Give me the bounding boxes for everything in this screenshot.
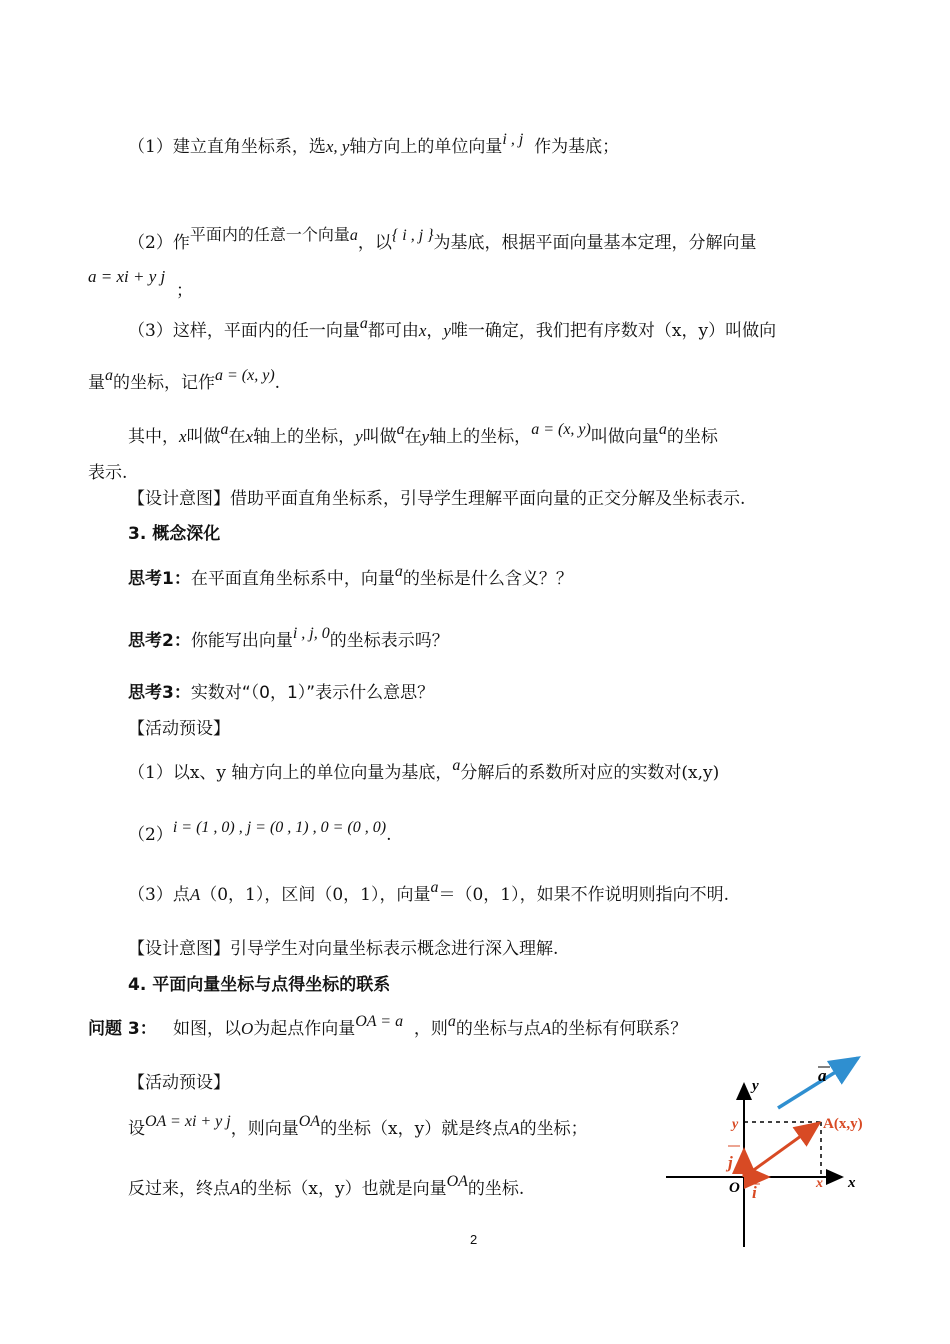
axis-y-label: y <box>752 1078 759 1094</box>
vector-oa <box>744 1123 819 1177</box>
think-1: 思考1：在平面直角坐标系中，向量a的坐标是什么含义？？ <box>128 563 573 589</box>
activity-preset-2: 【活动预设】 <box>128 1073 230 1093</box>
set-text: 设OA = xi + y j，则向量OA的坐标（x，y）就是终点A的坐标； <box>128 1113 588 1139</box>
section-3-heading: 3. 概念深化 <box>128 524 221 544</box>
tick-x-label: x <box>816 1176 823 1191</box>
unit-j-label: j <box>728 1153 733 1172</box>
explanation-text: 其中，x叫做a在x轴上的坐标，y叫做a在y轴上的坐标，a = (x, y)叫做向量a的坐标 <box>128 421 718 447</box>
activity-preset-1: 【活动预设】 <box>128 719 230 739</box>
design-intent-1: 【设计意图】借助平面直角坐标系，引导学生理解平面向量的正交分解及坐标表示. <box>128 489 746 509</box>
coordinate-figure <box>662 1050 882 1250</box>
step-2-equation: a = xi + y j <box>88 267 166 286</box>
answer-2: （2）i = (1 , 0) , j = (0 , 1) , 0 = (0 , 0). <box>128 819 392 845</box>
section-4-heading: 4. 平面向量坐标与点得坐标的联系 <box>128 975 391 995</box>
step-1-text: （1）建立直角坐标系，选x, y轴方向上的单位向量i , j 作为基底； <box>128 131 620 157</box>
tick-y-label: y <box>732 1117 739 1132</box>
axis-x-label: x <box>848 1175 856 1191</box>
think-3: 思考3：实数对“（0，1）”表示什么意思？ <box>128 683 435 703</box>
point-a-label: A(x,y) <box>823 1116 863 1132</box>
unit-i-label: i <box>752 1183 757 1202</box>
vector-a-label: a <box>818 1066 827 1085</box>
answer-1: （1）以x、y 轴方向上的单位向量为基底，a分解后的系数所对应的实数对(x,y) <box>128 757 720 783</box>
explanation-text-2: 表示. <box>88 463 128 483</box>
step-3-text: （3）这样，平面内的任一向量a都可由x，y唯一确定，我们把有序数对（x，y）叫做向 <box>128 315 777 341</box>
origin-label: O <box>729 1180 740 1196</box>
design-intent-2: 【设计意图】引导学生对向量坐标表示概念进行深入理解. <box>128 939 559 959</box>
page-number: 2 <box>470 1232 478 1247</box>
answer-3: （3）点A（0，1），区间（0，1），向量a＝（0，1），如果不作说明则指向不明. <box>128 879 730 905</box>
step-2-end: ； <box>176 281 193 301</box>
question-3: 问题 3： 如图，以O为起点作向量OA = a ，则a的坐标与点A的坐标有何联系？ <box>88 1013 688 1039</box>
conversely-text: 反过来，终点A的坐标（x，y）也就是向量OA的坐标. <box>128 1173 525 1199</box>
step-3-text-2: 量a的坐标，记作a = (x, y). <box>88 367 281 393</box>
think-2: 思考2：你能写出向量i , j, 0的坐标表示吗？ <box>128 625 449 651</box>
step-2-text: （2）作平面内的任意一个向量a，以{ i , j }为基底，根据平面向量基本定理，分解向量 <box>128 225 757 253</box>
